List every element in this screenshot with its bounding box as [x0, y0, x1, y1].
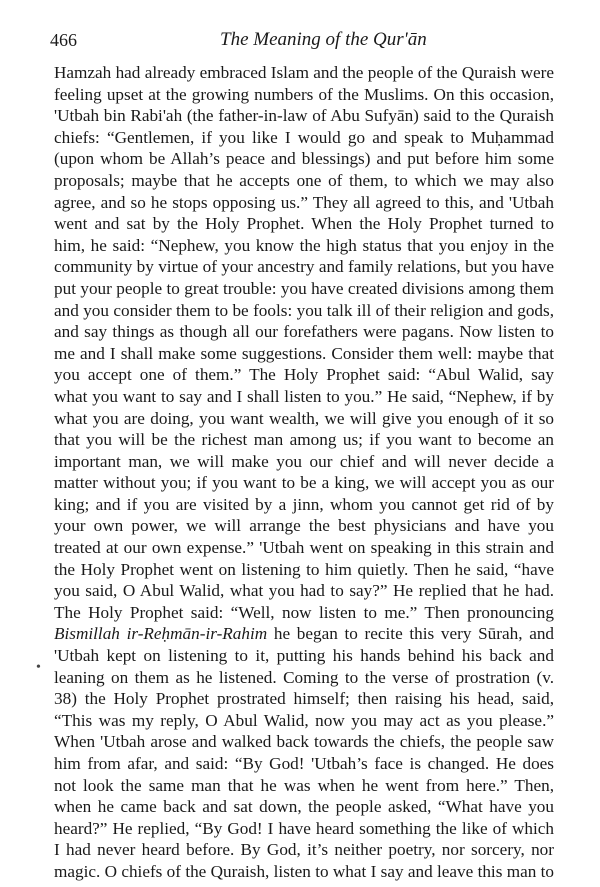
bismillah-rest: he began to recite this very Sūrah, and: [267, 624, 555, 644]
text-line: chiefs: “Gentlemen, if you like I would go and speak to Muḥammad: [54, 127, 554, 147]
text-line: him, he said: “Nephew, you know the high status that you enjoy in the: [54, 235, 554, 255]
text-line: and say things as though all our forefathers were pagans. Now listen to: [54, 322, 554, 342]
text-line: that you will be the richest man among us; if you want to become an: [54, 430, 554, 450]
text-line: him from afar, and said: “By God! 'Utbah’s face is changed. He does: [54, 754, 554, 773]
text-line: heard?” He replied, “By God! I have heard something the like of which: [54, 818, 554, 838]
text-line: (upon whom be Allah’s peace and blessings) and put before him some: [54, 149, 554, 169]
body-text: [54, 62, 554, 883]
bismillah-line: [54, 623, 554, 645]
text-line: king; and if you are visited by a jinn, whom you cannot get rid of by: [54, 494, 554, 514]
text-line: matter without you; if you want to be a king, we will accept you as our: [54, 473, 554, 493]
text-line: you said, O Abul Walid, what you had to say?” He replied that he had.: [54, 581, 554, 601]
running-title: The Meaning of the Qur'ān: [220, 29, 427, 50]
text-line: me and I shall make some suggestions. Consider them well: maybe that: [54, 343, 554, 363]
text-line: 'Utbah kept on listening to it, putting his hands behind his back and: [54, 646, 554, 666]
text-line: not look the same man that he was when he went from here.” Then,: [54, 775, 554, 795]
text-line: agree, and so he stops opposing us.” They all agreed to this, and 'Utbah: [54, 192, 554, 212]
text-line: treated at our own expense.” 'Utbah went on speaking in this strain and: [54, 538, 554, 558]
text-line: what you want to say and I shall listen to you.” He said, “Nephew, if by: [54, 386, 554, 406]
text-line: magic. O chiefs of the Quraish, listen to what I say and leave this man to: [54, 861, 554, 881]
page-number: 466: [50, 30, 77, 50]
text-line: 'Utbah bin Rabi'ah (the father-in-law of Abu Sufyān) said to the Quraish: [54, 106, 554, 126]
text-line: “This was my reply, O Abul Walid, now you may act as you please.”: [54, 710, 554, 730]
bismillah-italic: Bismillah ir-Reḥmān-ir-Rahim: [54, 624, 268, 644]
text-line: important man, we will make you our chief and will never decide a: [54, 451, 554, 471]
text-line: you accept one of them.” The Holy Prophet said: “Abul Walid, say: [54, 365, 554, 385]
text-line: The Holy Prophet said: “Well, now listen to me.” Then pronouncing: [54, 602, 554, 622]
text-line: Hamzah had already embraced Islam and the people of the Quraish were: [54, 63, 554, 82]
text-line: and you consider them to be fools: you talk ill of their religion and gods,: [54, 300, 554, 320]
text-line: the Holy Prophet went on listening to him quietly. Then he said, “have: [54, 559, 554, 579]
text-line: put your people to great trouble: you have created divisions among them: [54, 278, 554, 298]
text-line: When 'Utbah arose and walked back towards the chiefs, the people saw: [54, 732, 554, 752]
text-line: leaning on them as he listened. Coming to the verse of prostration (v.: [54, 667, 554, 687]
text-line: 38) the Holy Prophet prostrated himself; then raising his head, said,: [54, 689, 554, 709]
text-line: your own power, we will arrange the best physicians and have you: [54, 516, 554, 536]
margin-mark-icon: •: [36, 660, 41, 675]
text-line: community by virtue of your ancestry and family relations, but you have: [54, 257, 554, 277]
text-line: when he came back and sat down, the people asked, “What have you: [54, 797, 554, 817]
text-line: I had never heard before. By God, it’s neither poetry, nor sorcery, nor: [54, 840, 554, 860]
text-line: went and sat by the Holy Prophet. When the Holy Prophet turned to: [54, 214, 554, 234]
text-line: feeling upset at the growing numbers of the Muslims. On this occasion,: [54, 84, 554, 104]
text-line: proposals; maybe that he accepts one of them, to which we may also: [54, 170, 554, 190]
text-line: what you are doing, you want wealth, we will give you enough of it so: [54, 408, 554, 428]
